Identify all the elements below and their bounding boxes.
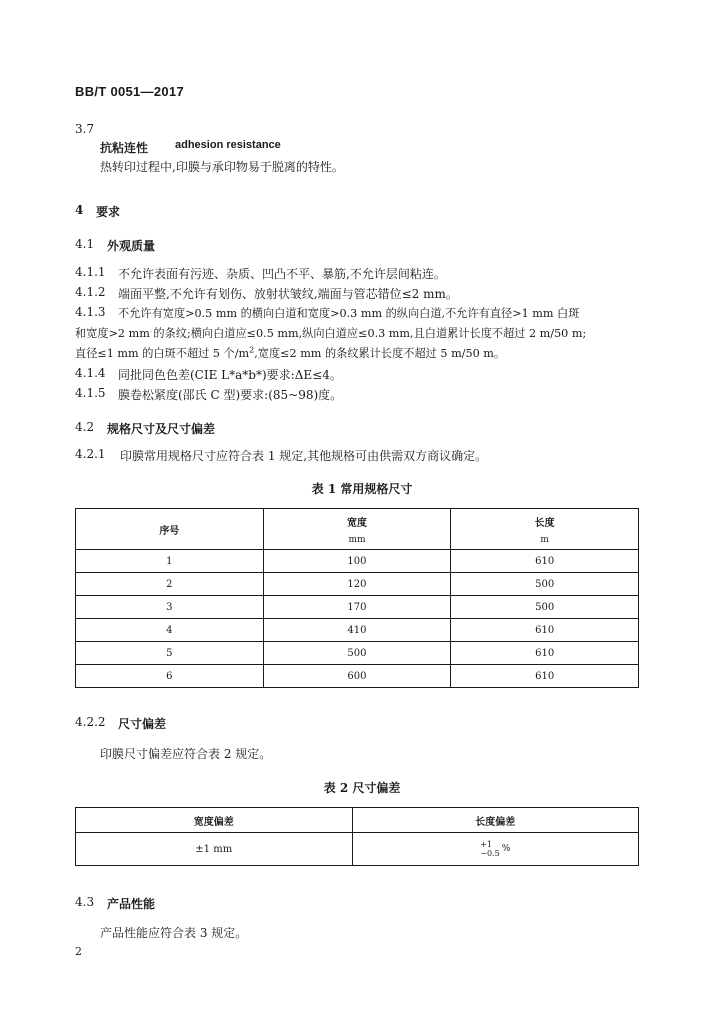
- cell-length: 610: [451, 550, 639, 573]
- cell-length: 610: [451, 665, 639, 688]
- cell-length: 610: [451, 642, 639, 665]
- clause-text: 印膜尺寸偏差应符合表 2 规定。: [100, 747, 272, 761]
- clause-number: 4.1.5: [75, 386, 106, 400]
- section-4-title: 要求: [96, 205, 121, 219]
- section-4-3-text: 产品性能应符合表 3 规定。: [100, 926, 248, 940]
- term-english: adhesion resistance: [175, 139, 281, 151]
- cell-width: 120: [263, 573, 451, 596]
- column-header-length-deviation: 长度偏差: [352, 808, 639, 833]
- cell-length: 500: [451, 596, 639, 619]
- table-1: [75, 508, 639, 688]
- table-header-row: [76, 509, 639, 550]
- clause-number: 4.2.1: [75, 447, 106, 461]
- clause-number: 4.1.2: [75, 285, 106, 299]
- table-row: [76, 573, 639, 596]
- page-number: 2: [75, 945, 82, 958]
- clause-text-line: 和宽度>2 mm 的条纹;横向白道应≤0.5 mm,纵向白道应≤0.3 mm,且白道累计长度不超过 2 m/50 m;: [75, 327, 587, 340]
- clause-text-line: 直径≤1 mm 的白斑不超过 5 个$/m^2$,宽度≤2 mm 的条纹累计长度不超过 5 m/50 m。: [75, 345, 506, 360]
- section-4-2-title: 规格尺寸及尺寸偏差: [107, 422, 216, 436]
- cell-width: 500: [263, 642, 451, 665]
- cell-seq: 1: [76, 550, 264, 573]
- column-header-seq: 序号: [76, 509, 264, 550]
- section-4-3-title: 产品性能: [107, 897, 156, 911]
- cell-seq: 5: [76, 642, 264, 665]
- cell-seq: 6: [76, 665, 264, 688]
- table-header-row: [76, 808, 639, 833]
- cell-width: 100: [263, 550, 451, 573]
- table-row: [76, 596, 639, 619]
- column-header-width: 宽度 mm: [263, 509, 451, 550]
- term-definition: 热转印过程中,印膜与承印物易于脱离的特性。: [100, 160, 344, 174]
- clause-text: 同批同色色差(CIE L*a*b*)要求:ΔE≤4。: [118, 368, 342, 382]
- cell-length-deviation: [352, 833, 639, 866]
- table-row: [76, 833, 639, 866]
- clause-text: 印膜常用规格尺寸应符合表 1 规定,其他规格可由供需双方商议确定。: [120, 449, 488, 463]
- clause-text: 端面平整,不允许有划伤、放射状皱纹,端面与管芯错位≤2 mm。: [118, 287, 458, 301]
- table-row: [76, 550, 639, 573]
- clause-text: 不允许表面有污迹、杂质、凹凸不平、暴筋,不允许层间粘连。: [118, 267, 446, 281]
- column-header-width-deviation: 宽度偏差: [76, 808, 353, 833]
- tolerance-stack: [480, 840, 499, 858]
- cell-seq: 4: [76, 619, 264, 642]
- cell-length: 610: [451, 619, 639, 642]
- column-header-length: 长度 m: [451, 509, 639, 550]
- table-1-caption: 表 1 常用规格尺寸: [311, 482, 413, 496]
- clause-text-line: 不允许有宽度>0.5 mm 的横向白道和宽度>0.3 mm 的纵向白道,不允许有直径>1 mm 白斑: [118, 307, 580, 320]
- clause-number: 4.2.2: [75, 715, 106, 729]
- clause-number: 4.1.3: [75, 305, 106, 319]
- table-row: [76, 665, 639, 688]
- cell-width: 410: [263, 619, 451, 642]
- cell-width: 600: [263, 665, 451, 688]
- cell-width-deviation: ±1 mm: [76, 833, 353, 866]
- clause-number: 4.1.4: [75, 366, 106, 380]
- term-chinese: 抗粘连性: [100, 141, 149, 155]
- clause-text: 膜卷松紧度(邵氏 C 型)要求:(85~98)度。: [118, 388, 343, 402]
- section-3-7-number: 3.7: [75, 122, 95, 136]
- section-4-number: 4: [75, 203, 84, 217]
- tolerance-lower: −0.5: [480, 849, 500, 858]
- table-row: [76, 619, 639, 642]
- table-2: [75, 807, 639, 866]
- clause-number: 4.1.1: [75, 265, 106, 279]
- section-4-1-number: 4.1: [75, 237, 95, 251]
- section-4-2-number: 4.2: [75, 420, 95, 434]
- tolerance-unit: %: [501, 844, 511, 854]
- cell-seq: 2: [76, 573, 264, 596]
- standard-number: BB/T 0051—2017: [75, 84, 184, 99]
- cell-width: 170: [263, 596, 451, 619]
- section-4-1-title: 外观质量: [107, 239, 156, 253]
- cell-seq: 3: [76, 596, 264, 619]
- clause-title: 尺寸偏差: [118, 717, 167, 731]
- table-2-caption: 表 2 尺寸偏差: [323, 781, 401, 795]
- table-row: [76, 642, 639, 665]
- section-4-3-number: 4.3: [75, 895, 95, 909]
- cell-length: 500: [451, 573, 639, 596]
- tolerance-upper: +1: [480, 840, 493, 849]
